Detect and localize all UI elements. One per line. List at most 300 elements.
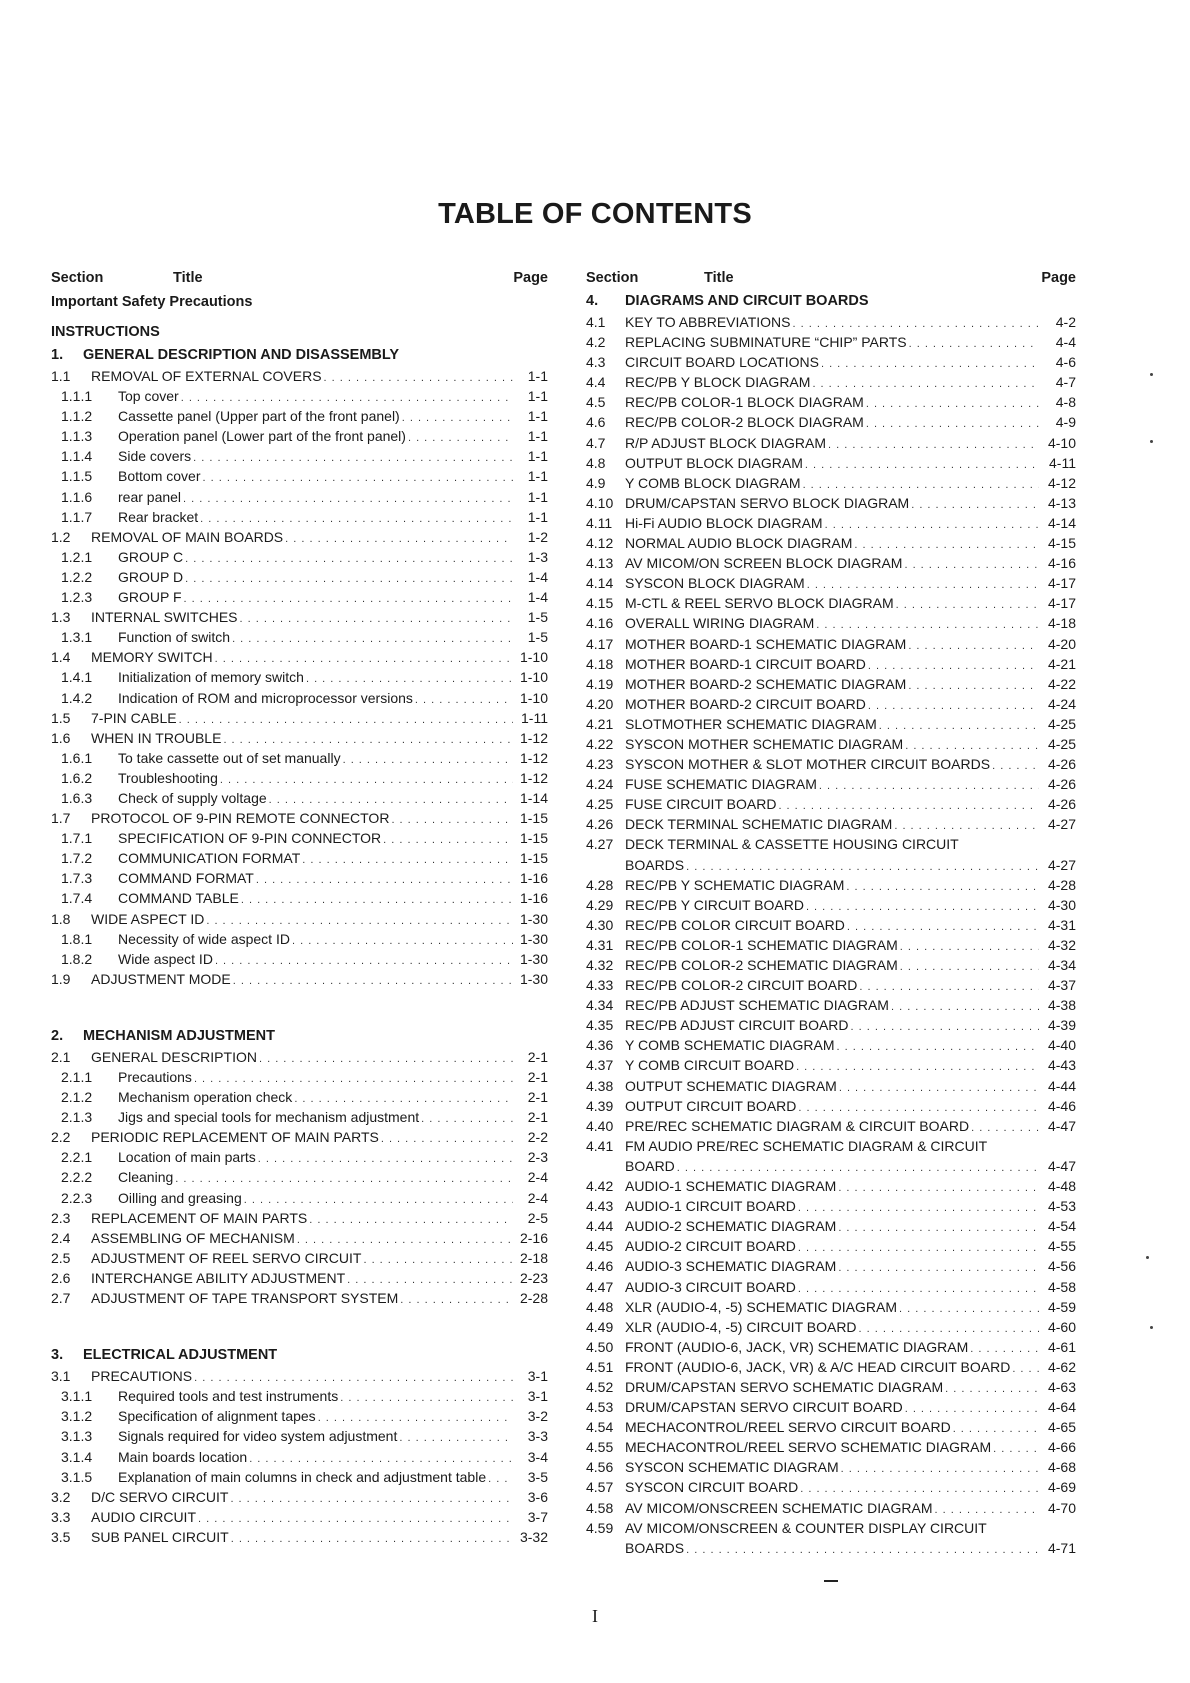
- toc-entry: [51, 1067, 548, 1087]
- dot-leader: [184, 589, 513, 609]
- entry-page: 1-2: [527, 528, 548, 545]
- dot-leader: [821, 354, 1039, 374]
- dot-leader: [233, 971, 513, 991]
- entry-title: Top cover: [118, 388, 179, 405]
- entry-page: 2-4: [527, 1189, 548, 1206]
- toc-entry: [586, 1035, 1076, 1055]
- toc-entry: [586, 1256, 1076, 1276]
- entry-title: SYSCON MOTHER & SLOT MOTHER CIRCUIT BOARDS: [625, 756, 991, 773]
- safety-heading: Important Safety Precautions: [51, 294, 253, 310]
- entry-number: 3.1.2: [61, 1408, 93, 1425]
- dot-leader: [198, 1509, 513, 1529]
- entry-number: 1.7.2: [61, 850, 93, 867]
- toc-entry: [586, 1317, 1076, 1337]
- entry-page: 4-59: [1047, 1298, 1076, 1315]
- entry-page: 4-22: [1047, 675, 1076, 692]
- entry-title: Function of switch: [118, 629, 231, 646]
- entry-page: 4-58: [1047, 1278, 1076, 1295]
- dot-leader: [828, 435, 1039, 455]
- dot-leader: [970, 1339, 1039, 1359]
- section-title: MECHANISM ADJUSTMENT: [83, 1027, 275, 1044]
- entry-page: 3-6: [527, 1488, 548, 1505]
- entry-number: 4.29: [586, 896, 614, 913]
- dot-leader: [945, 1379, 1039, 1399]
- toc-entry: [586, 1216, 1076, 1236]
- toc-entry: [51, 1268, 548, 1288]
- dot-leader: [866, 394, 1039, 414]
- header-section: Section: [51, 270, 104, 286]
- dot-leader: [183, 489, 513, 509]
- entry-title: REC/PB COLOR-2 SCHEMATIC DIAGRAM: [625, 957, 898, 973]
- toc-entry: [586, 774, 1076, 794]
- toc-entry: [586, 1136, 1076, 1156]
- dot-leader: [866, 414, 1039, 434]
- entry-page: 1-5: [527, 629, 548, 646]
- toc-entry: [51, 406, 548, 426]
- dot-leader: [905, 736, 1039, 756]
- entry-page: 4-28: [1047, 876, 1076, 893]
- entry-page: 4-27: [1047, 816, 1076, 833]
- entry-page: 4-61: [1047, 1338, 1076, 1355]
- entry-title: COMMAND FORMAT: [118, 870, 254, 887]
- entry-page: 4-71: [1047, 1539, 1076, 1556]
- dot-leader: [215, 649, 513, 669]
- entry-title: Cassette panel (Upper part of the front panel): [118, 408, 400, 425]
- dot-leader: [179, 710, 513, 730]
- toc-entry: [51, 949, 548, 969]
- toc-entry: [51, 667, 548, 687]
- entry-number: 4.36: [586, 1037, 614, 1054]
- dot-leader: [677, 1158, 1039, 1178]
- entry-title: ASSEMBLING OF MECHANISM: [91, 1229, 295, 1246]
- entry-title: DECK TERMINAL & CASSETTE HOUSING CIRCUIT: [625, 836, 959, 853]
- entry-title: REC/PB COLOR-2 CIRCUIT BOARD: [625, 977, 858, 994]
- entry-page: 4-2: [1055, 314, 1076, 330]
- dot-leader: [194, 1069, 513, 1089]
- toc-entry: [51, 969, 548, 989]
- dot-leader: [302, 850, 513, 870]
- entry-title: MECHACONTROL/REEL SERVO SCHEMATIC DIAGRAM: [625, 1439, 992, 1456]
- entry-page: 3-7: [527, 1508, 548, 1525]
- entry-page: 1-30: [519, 930, 548, 947]
- toc-entry: [51, 868, 548, 888]
- entry-page: 4-31: [1047, 916, 1076, 933]
- toc-entry: [586, 1096, 1076, 1116]
- entry-page: 4-26: [1047, 756, 1076, 773]
- entry-number: 4.16: [586, 615, 614, 632]
- dot-leader: [488, 1469, 513, 1489]
- entry-title: AUDIO CIRCUIT: [91, 1508, 196, 1525]
- dot-leader: [324, 368, 513, 388]
- entry-number: 4.11: [586, 514, 613, 531]
- dot-leader: [819, 776, 1039, 796]
- entry-page: 1-14: [519, 789, 548, 806]
- toc-entry: [586, 714, 1076, 734]
- toc-entry: [51, 366, 548, 386]
- dot-leader: [206, 911, 513, 931]
- dot-leader: [935, 1500, 1039, 1520]
- entry-page: 2-1: [527, 1089, 548, 1106]
- entry-page: 4-25: [1047, 715, 1076, 732]
- entry-title: WHEN IN TROUBLE: [91, 729, 222, 746]
- entry-number: 4.57: [586, 1479, 614, 1496]
- entry-number: 4.30: [586, 916, 614, 933]
- entry-page: 3-3: [527, 1428, 548, 1445]
- entry-page: 4-69: [1047, 1479, 1076, 1496]
- dot-leader: [879, 716, 1039, 736]
- entry-page: 1-1: [527, 428, 548, 445]
- dot-leader: [363, 1250, 513, 1270]
- entry-number: 3.1: [51, 1368, 71, 1385]
- entry-page: 3-1: [527, 1368, 548, 1385]
- entry-number: 1.4: [51, 649, 71, 666]
- toc-entry: [51, 446, 548, 466]
- entry-number: 1.5: [51, 709, 71, 726]
- section-heading: [586, 290, 1076, 312]
- toc-entry: [586, 1277, 1076, 1297]
- toc-entry: [586, 1015, 1076, 1035]
- entry-title: PERIODIC REPLACEMENT OF MAIN PARTS: [91, 1129, 379, 1146]
- entry-number: 3.1.5: [61, 1468, 93, 1485]
- entry-number: 1.8.2: [61, 950, 93, 967]
- entry-title: MOTHER BOARD-1 SCHEMATIC DIAGRAM: [625, 635, 907, 652]
- dot-leader: [421, 1109, 513, 1129]
- toc-entry: [51, 647, 548, 667]
- entry-title: Mechanism operation check: [118, 1089, 293, 1106]
- dot-leader: [200, 509, 513, 529]
- toc-entry: [586, 915, 1076, 935]
- entry-title: GROUP D: [118, 568, 184, 585]
- entry-title: REPLACING SUBMINATURE “CHIP” PARTS: [625, 334, 907, 351]
- entry-title: REMOVAL OF EXTERNAL COVERS: [91, 368, 322, 384]
- entry-page: 4-43: [1047, 1057, 1076, 1074]
- toc-entry: [51, 1507, 548, 1527]
- toc-entry: [586, 674, 1076, 694]
- section-heading: [51, 1344, 548, 1366]
- toc-entry: [51, 848, 548, 868]
- dot-leader: [825, 515, 1039, 535]
- toc-entry: [51, 708, 548, 728]
- entry-title: Y COMB SCHEMATIC DIAGRAM: [625, 1037, 835, 1054]
- entry-title: COMMAND TABLE: [118, 890, 239, 907]
- entry-title: Jigs and special tools for mechanism adjustment: [118, 1109, 420, 1126]
- toc-entry: [586, 875, 1076, 895]
- entry-page: 3-1: [527, 1388, 548, 1405]
- entry-number: 3.3: [51, 1508, 71, 1525]
- dot-leader: [185, 549, 513, 569]
- entry-number: 4.47: [586, 1278, 614, 1295]
- entry-page: 4-47: [1047, 1117, 1076, 1134]
- entry-number: 1.6.1: [61, 749, 93, 766]
- toc-entry: [586, 834, 1076, 854]
- entry-title-continued: BOARDS: [625, 856, 685, 873]
- dot-leader: [800, 1479, 1039, 1499]
- entry-title: Cleaning: [118, 1169, 174, 1186]
- entry-number: 3.1.4: [61, 1448, 93, 1465]
- entry-page: 1-1: [527, 508, 548, 525]
- section-gap: [51, 989, 548, 1025]
- entry-page: 2-5: [527, 1209, 548, 1226]
- entry-title: GENERAL DESCRIPTION: [91, 1048, 257, 1065]
- dot-leader: [851, 1017, 1039, 1037]
- entry-page: 1-3: [527, 548, 548, 565]
- entry-title-continued: BOARDS: [625, 1539, 685, 1556]
- toc-entry: [51, 627, 548, 647]
- entry-title: ADJUSTMENT OF REEL SERVO CIRCUIT: [91, 1249, 362, 1266]
- entry-number: 1.1.6: [61, 488, 93, 505]
- header-page: Page: [1041, 270, 1076, 286]
- entry-title: XLR (AUDIO-4, -5) CIRCUIT BOARD: [625, 1318, 857, 1335]
- entry-page: 4-60: [1047, 1318, 1076, 1335]
- entry-page: 4-7: [1055, 374, 1076, 391]
- entry-number: 4.58: [586, 1499, 614, 1516]
- entry-page: 4-10: [1047, 434, 1076, 451]
- entry-number: 4.7: [586, 434, 606, 451]
- entry-page: 4-66: [1047, 1439, 1076, 1456]
- entry-page: 1-10: [519, 689, 548, 706]
- dot-leader: [309, 1210, 513, 1230]
- entry-title: Signals required for video system adjustment: [118, 1428, 398, 1445]
- entry-number: 1.7.1: [61, 830, 93, 847]
- dot-leader: [911, 495, 1039, 515]
- entry-page: 1-1: [527, 468, 548, 485]
- entry-title: DRUM/CAPSTAN SERVO BLOCK DIAGRAM: [625, 494, 910, 511]
- dot-leader: [778, 796, 1039, 816]
- dot-leader: [223, 730, 513, 750]
- entry-number: 4.43: [586, 1198, 614, 1215]
- entry-title: Oilling and greasing: [118, 1189, 242, 1206]
- dot-leader: [185, 569, 513, 589]
- entry-number: 4.14: [586, 575, 614, 592]
- entry-title: AUDIO-2 CIRCUIT BOARD: [625, 1238, 796, 1255]
- speck: [1150, 440, 1153, 443]
- section-heading: [51, 1025, 548, 1047]
- dot-leader: [193, 448, 513, 468]
- toc-entry: [586, 433, 1076, 453]
- toc-entry: [586, 1176, 1076, 1196]
- entry-number: 4.52: [586, 1378, 614, 1395]
- entry-page: 4-11: [1049, 454, 1076, 471]
- entry-title: AV MICOM/ONSCREEN & COUNTER DISPLAY CIRCUIT: [625, 1519, 987, 1536]
- entry-page: 4-17: [1047, 595, 1076, 612]
- entry-title: INTERNAL SWITCHES: [91, 609, 238, 626]
- entry-title: To take cassette out of set manually: [118, 749, 341, 766]
- entry-page: 3-4: [527, 1448, 548, 1465]
- dot-leader: [904, 555, 1039, 575]
- dot-leader: [399, 1428, 513, 1448]
- entry-page: 2-16: [519, 1229, 548, 1246]
- entry-number: 4.22: [586, 735, 614, 752]
- entry-title: REC/PB COLOR-1 BLOCK DIAGRAM: [625, 394, 864, 411]
- entry-title: Bottom cover: [118, 468, 201, 485]
- entry-title: R/P ADJUST BLOCK DIAGRAM: [625, 434, 826, 451]
- dot-leader: [798, 1198, 1039, 1218]
- toc-entry: [586, 935, 1076, 955]
- entry-title: MOTHER BOARD-2 CIRCUIT BOARD: [625, 695, 866, 712]
- entry-title: AUDIO-1 CIRCUIT BOARD: [625, 1198, 796, 1215]
- toc-entry: [51, 1288, 548, 1308]
- entry-number: 1.2.3: [61, 589, 93, 606]
- toc-entry: [586, 895, 1076, 915]
- entry-number: 1.1: [51, 368, 71, 384]
- dot-leader: [859, 1319, 1039, 1339]
- entry-page: 1-1: [527, 408, 548, 425]
- toc-entry: [586, 1457, 1076, 1477]
- entry-page: 2-1: [527, 1069, 548, 1085]
- toc-entry: [586, 352, 1076, 372]
- entry-title: WIDE ASPECT ID: [91, 910, 205, 927]
- entry-title: OUTPUT CIRCUIT BOARD: [625, 1097, 797, 1114]
- toc-entry-continuation: [586, 855, 1076, 875]
- entry-page: 1-1: [527, 488, 548, 505]
- toc-entry: [51, 1447, 548, 1467]
- entry-number: 4.13: [586, 555, 614, 572]
- toc-entry: [51, 386, 548, 406]
- entry-number: 1.7.3: [61, 870, 93, 887]
- dot-leader: [292, 931, 513, 951]
- dot-leader: [408, 428, 513, 448]
- dot-leader: [900, 937, 1039, 957]
- dot-leader: [909, 334, 1039, 354]
- entry-number: 2.2.1: [61, 1149, 93, 1166]
- entry-title: Side covers: [118, 448, 192, 465]
- entry-title: Initialization of memory switch: [118, 669, 304, 686]
- entry-title: Check of supply voltage: [118, 789, 267, 806]
- entry-page: 4-53: [1047, 1198, 1076, 1215]
- header-title: Title: [704, 270, 734, 286]
- entry-page: 4-65: [1047, 1419, 1076, 1436]
- entry-title: SYSCON MOTHER SCHEMATIC DIAGRAM: [625, 735, 904, 752]
- dot-leader: [971, 1118, 1039, 1138]
- entry-title: REC/PB ADJUST CIRCUIT BOARD: [625, 1017, 849, 1034]
- page-title: TABLE OF CONTENTS: [438, 198, 752, 230]
- section-gap: [51, 1308, 548, 1344]
- entry-title: AUDIO-3 CIRCUIT BOARD: [625, 1278, 796, 1295]
- entry-page: 4-54: [1047, 1218, 1076, 1235]
- entry-page: 2-28: [519, 1290, 548, 1307]
- toc-entry: [51, 1406, 548, 1426]
- entry-title: rear panel: [118, 488, 182, 505]
- entry-number: 2.1.1: [61, 1069, 93, 1085]
- dot-leader: [306, 669, 513, 689]
- dot-leader: [816, 615, 1039, 635]
- entry-page: 4-9: [1055, 414, 1076, 431]
- toc-entry: [51, 788, 548, 808]
- entry-page: 4-21: [1047, 655, 1076, 672]
- entry-page: 4-32: [1047, 936, 1076, 953]
- entry-title: PRECAUTIONS: [91, 1368, 193, 1385]
- entry-title: PRE/REC SCHEMATIC DIAGRAM & CIRCUIT BOARD: [625, 1117, 970, 1134]
- entry-number: 4.32: [586, 957, 614, 973]
- entry-page: 4-63: [1047, 1378, 1076, 1395]
- entry-page: 4-16: [1047, 555, 1076, 572]
- toc-entry: [51, 567, 548, 587]
- entry-number: 4.54: [586, 1419, 614, 1436]
- section-number: 2.: [51, 1027, 64, 1044]
- entry-title: MECHACONTROL/REEL SERVO CIRCUIT BOARD: [625, 1419, 951, 1436]
- entry-page: 4-37: [1047, 977, 1076, 994]
- dot-leader: [847, 917, 1039, 937]
- toc-entry: [586, 1437, 1076, 1457]
- dot-leader: [868, 656, 1039, 676]
- entry-title: Explanation of main columns in check and adjustment table: [118, 1468, 487, 1485]
- entry-number: 2.5: [51, 1249, 71, 1266]
- entry-page: 4-20: [1047, 635, 1076, 652]
- entry-title: Hi-Fi AUDIO BLOCK DIAGRAM: [625, 514, 823, 531]
- entry-title: Rear bracket: [118, 508, 199, 525]
- toc-entry: [586, 473, 1076, 493]
- entry-number: 4.38: [586, 1077, 614, 1094]
- entry-number: 2.2.3: [61, 1189, 93, 1206]
- entry-number: 1.1.2: [61, 408, 93, 425]
- entry-page: 4-25: [1047, 735, 1076, 752]
- entry-page: 2-18: [519, 1249, 548, 1266]
- toc-entry: [586, 453, 1076, 473]
- toc-entry: [586, 955, 1076, 975]
- dot-leader: [838, 1218, 1039, 1238]
- entry-title: Wide aspect ID: [118, 950, 213, 967]
- toc-entry: [586, 1337, 1076, 1357]
- dot-leader: [415, 690, 513, 710]
- dot-leader: [381, 1129, 513, 1149]
- entry-title: GROUP F: [118, 589, 182, 606]
- toc-entry: [586, 1076, 1076, 1096]
- entry-number: 4.59: [586, 1519, 614, 1536]
- entry-title: Necessity of wide aspect ID: [118, 930, 290, 947]
- toc-entry: [51, 1248, 548, 1268]
- dot-leader: [839, 1078, 1039, 1098]
- toc-entry: [586, 392, 1076, 412]
- section-number: 1.: [51, 347, 64, 363]
- entry-number: 1.2.1: [61, 548, 93, 565]
- entry-number: 1.8: [51, 910, 71, 927]
- entry-page: 4-26: [1047, 776, 1076, 793]
- entry-number: 4.8: [586, 454, 606, 471]
- entry-number: 2.2: [51, 1129, 71, 1146]
- entry-number: 2.7: [51, 1290, 71, 1307]
- entry-number: 4.5: [586, 394, 606, 411]
- entry-title: SPECIFICATION OF 9-PIN CONNECTOR: [118, 830, 382, 847]
- entry-page: 4-15: [1047, 535, 1076, 552]
- dot-leader: [231, 1529, 513, 1549]
- toc-entry: [51, 1527, 548, 1547]
- section-number: 4.: [586, 293, 599, 309]
- dot-leader: [908, 636, 1039, 656]
- entry-title: DRUM/CAPSTAN SERVO CIRCUIT BOARD: [625, 1399, 903, 1416]
- entry-title: PROTOCOL OF 9-PIN REMOTE CONNECTOR: [91, 810, 390, 827]
- entry-page: 1-12: [519, 769, 548, 786]
- entry-number: 4.25: [586, 796, 614, 813]
- right-entries: [586, 312, 1076, 1558]
- entry-page: 4-12: [1047, 474, 1076, 491]
- dot-leader: [230, 1489, 513, 1509]
- toc-entry: [586, 1417, 1076, 1437]
- header-title: Title: [173, 270, 203, 286]
- toc-entry: [586, 553, 1076, 573]
- entry-title: ADJUSTMENT OF TAPE TRANSPORT SYSTEM: [91, 1290, 399, 1307]
- entry-number: 4.53: [586, 1399, 614, 1416]
- speck: [1146, 1256, 1149, 1259]
- dot-leader: [318, 1408, 513, 1428]
- entry-number: 4.23: [586, 756, 614, 773]
- entry-title: Troubleshooting: [118, 769, 218, 786]
- entry-number: 2.1: [51, 1048, 71, 1065]
- entry-page: 1-30: [519, 970, 548, 987]
- toc-entry: [586, 513, 1076, 533]
- entry-number: 3.5: [51, 1528, 71, 1545]
- entry-page: 2-3: [527, 1149, 548, 1166]
- entry-number: 4.6: [586, 414, 606, 431]
